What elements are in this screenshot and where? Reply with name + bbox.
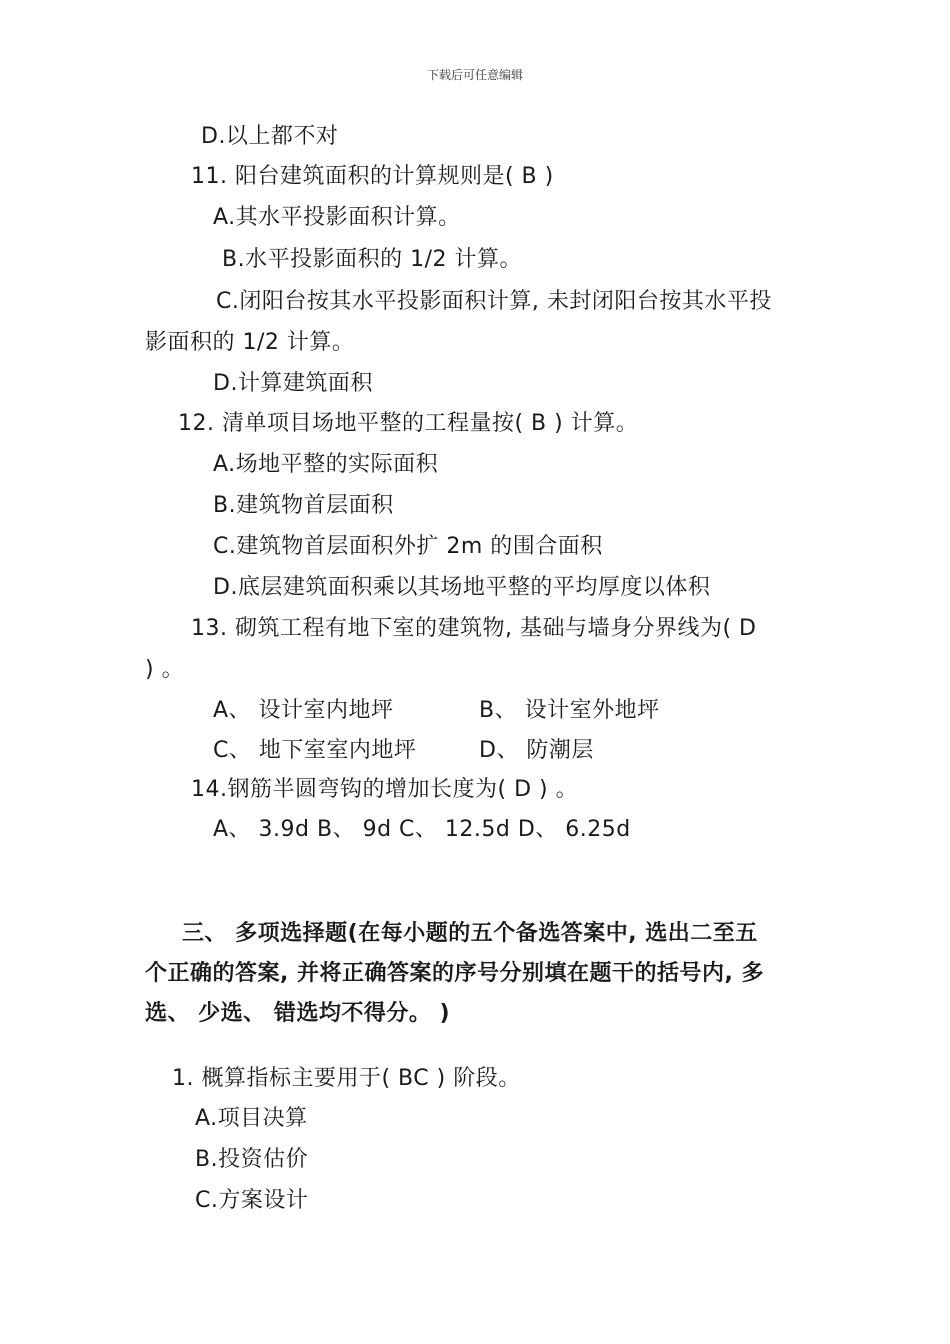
options-14: A、 3.9d B、 9d C、 12.5d D、 6.25d — [213, 817, 631, 842]
section-3-heading-line-2: 个正确的答案, 并将正确答案的序号分别填在题干的括号内, 多 — [145, 961, 765, 986]
question-13: 13. 砌筑工程有地下室的建筑物, 基础与墙身分界线为( D — [191, 616, 757, 641]
option-11-d: D.计算建筑面积 — [213, 371, 373, 396]
mc-option-1-a: A.项目决算 — [195, 1106, 308, 1131]
page-header: 下载后可任意编辑 — [426, 68, 523, 82]
option-11-c-continued: 影面积的 1/2 计算。 — [145, 330, 355, 355]
option-12-b: B.建筑物首层面积 — [213, 493, 394, 518]
option-13-d: D、 防潮层 — [479, 738, 594, 763]
mc-option-1-b: B.投资估价 — [195, 1147, 309, 1172]
section-3-heading-line-3: 选、 少选、 错选均不得分。 ) — [145, 1001, 451, 1026]
option-13-c: C、 地下室室内地坪 — [213, 738, 417, 763]
option-11-c: C.闭阳台按其水平投影面积计算, 未封闭阳台按其水平投 — [216, 289, 772, 314]
option-13-a: A、 设计室内地坪 — [213, 698, 394, 723]
question-12: 12. 清单项目场地平整的工程量按( B ) 计算。 — [178, 411, 639, 436]
option-12-d: D.底层建筑面积乘以其场地平整的平均厚度以体积 — [213, 575, 711, 600]
option-12-a: A.场地平整的实际面积 — [213, 452, 439, 477]
question-13-continued: ) 。 — [145, 657, 185, 682]
mc-option-1-c: C.方案设计 — [195, 1188, 309, 1213]
option-12-c: C.建筑物首层面积外扩 2m 的围合面积 — [213, 534, 603, 559]
option-11-a: A.其水平投影面积计算。 — [213, 205, 461, 230]
question-11: 11. 阳台建筑面积的计算规则是( B ) — [191, 164, 554, 189]
option-11-b: B.水平投影面积的 1/2 计算。 — [222, 247, 522, 272]
section-3-heading: 三、 多项选择题(在每小题的五个备选答案中, 选出二至五 — [182, 921, 758, 946]
option-10-d: D.以上都不对 — [201, 124, 339, 149]
question-14: 14.钢筋半圆弯钩的增加长度为( D ) 。 — [191, 777, 579, 802]
mc-question-1: 1. 概算指标主要用于( BC ) 阶段。 — [172, 1066, 521, 1091]
option-13-b: B、 设计室外地坪 — [479, 698, 660, 723]
